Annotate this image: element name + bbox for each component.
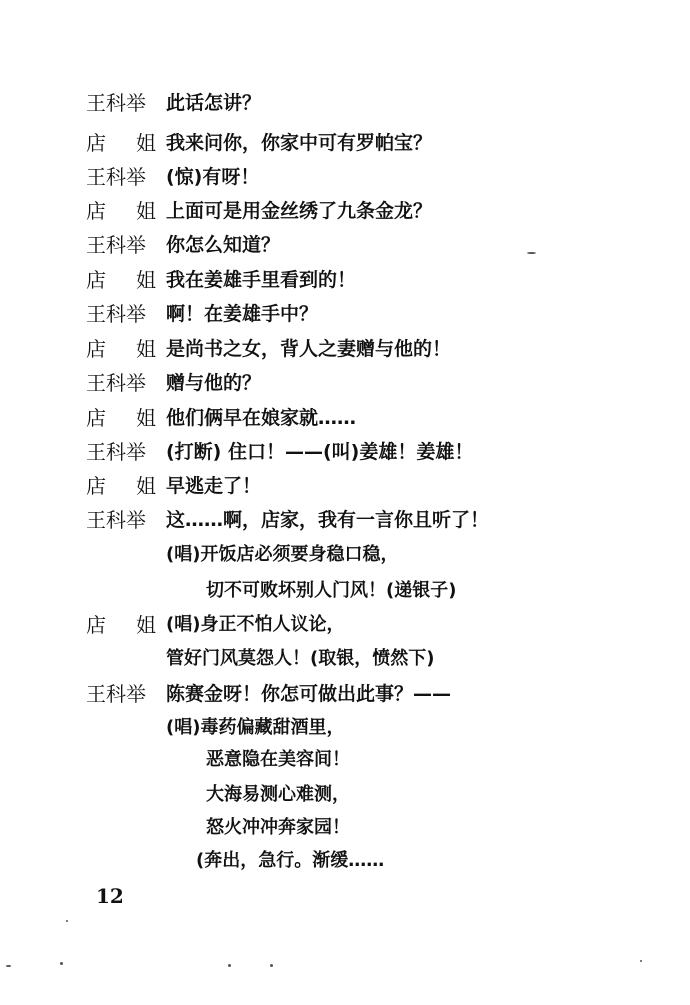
speaker-char: 姐 — [136, 131, 156, 155]
dialogue-line — [0, 160, 690, 194]
speaker-char: 姐 — [136, 474, 156, 498]
dialogue-line — [0, 435, 690, 469]
speaker-char: 姐 — [136, 613, 156, 637]
dialogue-text: 早逃走了！ — [166, 475, 262, 497]
scan-speck — [6, 965, 11, 967]
verse-text: 管好门风莫怨人！(取银，愤然下) — [166, 648, 435, 669]
dialogue-text: 陈赛金呀！你怎可做出此事？—— — [166, 683, 452, 705]
speaker-char: 姐 — [136, 199, 156, 223]
verse-text: 怒火冲冲奔家园！ — [206, 817, 350, 838]
speaker-name: 王科举 — [86, 440, 146, 464]
speaker-name: 王科举 — [86, 508, 146, 532]
verse-text: 切不可败坏别人门风！(递银子) — [206, 580, 457, 601]
speaker-name: 王科举 — [86, 682, 146, 706]
scan-speck — [270, 964, 273, 967]
dialogue-text: (打断) 住口！——(叫)姜雄！姜雄！ — [166, 441, 474, 463]
verse-text: (唱)开饭店必须要身稳口稳， — [166, 544, 399, 565]
dialogue-text: 我来问你，你家中可有罗帕宝？ — [166, 132, 433, 154]
verse-line — [0, 711, 690, 745]
dialogue-line — [0, 263, 690, 297]
speaker-name: 王科举 — [86, 91, 146, 115]
dialogue-line — [0, 194, 690, 228]
dialogue-text: 赠与他的？ — [166, 372, 262, 394]
dialogue-line — [0, 297, 690, 331]
dialogue-line — [0, 401, 690, 435]
dialogue-line — [0, 366, 690, 400]
speaker-char: 店 — [86, 337, 106, 361]
dialogue-line — [0, 332, 690, 366]
dialogue-line — [0, 228, 690, 262]
speaker-char: 姐 — [136, 406, 156, 430]
dialogue-line — [0, 469, 690, 503]
dialogue-text: 他们俩早在娘家就…… — [166, 407, 357, 429]
verse-line — [0, 811, 690, 845]
dialogue-line — [0, 503, 690, 537]
dialogue-text: 上面可是用金丝绣了九条金龙？ — [166, 200, 433, 222]
dialogue-line — [0, 677, 690, 711]
verse-line — [0, 778, 690, 812]
dialogue-text: 你怎么知道？ — [166, 234, 281, 256]
verse-line — [0, 743, 690, 777]
verse-line — [0, 574, 690, 608]
speaker-char: 店 — [86, 406, 106, 430]
scan-speck — [60, 962, 63, 965]
speaker-char: 店 — [86, 474, 106, 498]
scan-speck — [640, 960, 642, 962]
speaker-char: 店 — [86, 199, 106, 223]
dialogue-text: 啊！在姜雄手中？ — [166, 303, 319, 325]
verse-line — [0, 642, 690, 676]
speaker-name: 王科举 — [86, 233, 146, 257]
dialogue-line — [0, 608, 690, 642]
stage-direction-line — [0, 844, 690, 878]
scan-speck — [66, 920, 68, 922]
scan-speck — [527, 252, 536, 254]
speaker-name: 王科举 — [86, 302, 146, 326]
dialogue-text: 这……啊，店家，我有一言你且听了！ — [166, 509, 490, 531]
speaker-char: 店 — [86, 268, 106, 292]
dialogue-line — [0, 86, 690, 120]
dialogue-text: 此话怎讲？ — [166, 92, 262, 114]
dialogue-text: (唱)身正不怕人议论， — [166, 614, 345, 635]
dialogue-text: 我在姜雄手里看到的！ — [166, 269, 357, 291]
dialogue-line — [0, 126, 690, 160]
dialogue-text: (惊)有呀！ — [166, 166, 260, 188]
verse-line — [0, 538, 690, 572]
speaker-char: 店 — [86, 613, 106, 637]
verse-text: 恶意隐在美容间！ — [206, 749, 350, 770]
verse-text: 大海易测心难测， — [206, 784, 350, 805]
speaker-char: 姐 — [136, 337, 156, 361]
verse-text: (唱)毒药偏藏甜酒里， — [166, 717, 345, 738]
scan-speck — [228, 964, 231, 967]
speaker-name: 王科举 — [86, 371, 146, 395]
speaker-char: 店 — [86, 131, 106, 155]
dialogue-text: 是尚书之女，背人之妻赠与他的！ — [166, 338, 452, 360]
stage-direction-text: (奔出，急行。渐缓…… — [196, 850, 385, 871]
speaker-char: 姐 — [136, 268, 156, 292]
page-number: 12 — [96, 884, 124, 908]
speaker-name: 王科举 — [86, 165, 146, 189]
